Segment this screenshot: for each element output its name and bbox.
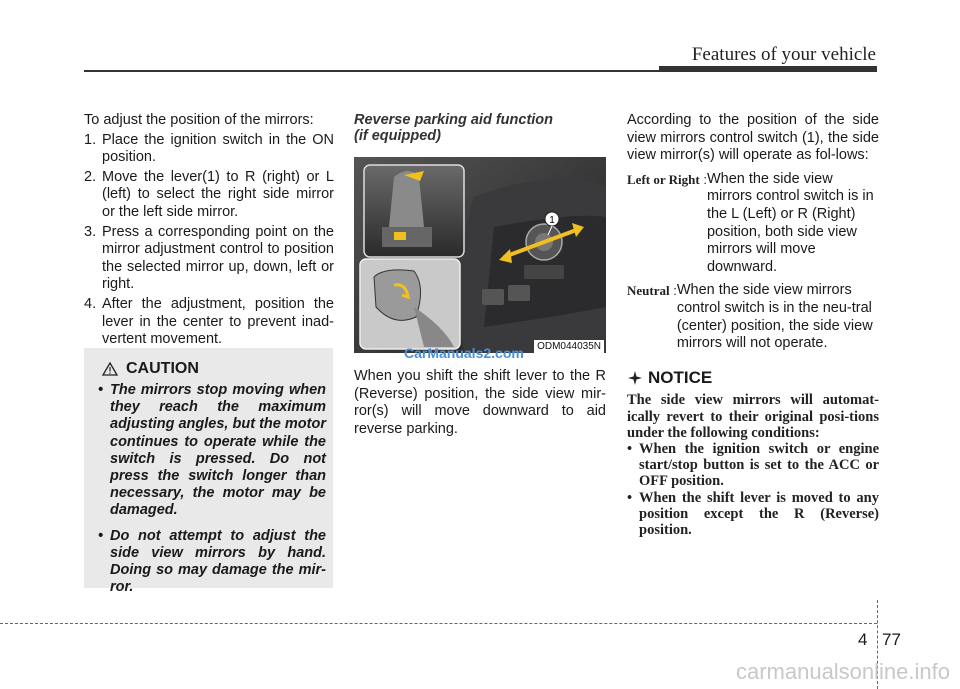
caution-item: • Do not attempt to adjust the side view mirrors by hand. Doing so may damage the mir-ror. <box>98 527 326 596</box>
footer-rule <box>0 623 877 624</box>
notice-title: NOTICE <box>648 367 713 387</box>
chapter-number: 4 <box>858 630 868 649</box>
column-left <box>84 112 334 349</box>
callout-number: 1 <box>549 215 555 226</box>
caution-list <box>98 382 326 604</box>
page-number: 77 <box>882 630 901 649</box>
mode-label: Neutral : <box>627 283 677 299</box>
mode-description: When the side view mirrors control switch is in the L (Left) or R (Right) position, both side view mirrors will move downward. <box>706 170 874 275</box>
mirror-control-figure <box>354 157 606 353</box>
watermark-text: CarManuals2.com <box>404 345 524 361</box>
modes-intro: According to the position of the side view mirrors control switch (1), the side view mirror(s) will operate as fol-lows: <box>627 112 879 164</box>
bullet-icon: • <box>627 489 633 506</box>
notice-item: • When the shift lever is moved to any position except the R (Reverse) position. <box>627 489 879 538</box>
column-right <box>627 112 879 538</box>
figure-code: ODM044035N <box>534 340 604 353</box>
steps-intro: To adjust the position of the mirrors: <box>84 112 314 128</box>
bullet-icon: • <box>627 440 633 457</box>
notice-item: • When the ignition switch or engine start/stop button is set to the ACC or OFF position. <box>627 440 879 490</box>
notice-heading <box>627 369 879 387</box>
caution-title: CAUTION <box>126 360 199 377</box>
step-item: 2. Move the lever(1) to R (right) or L (left) to select the right side mirror or the left side mirror. <box>84 168 334 220</box>
warning-triangle-icon <box>102 362 118 376</box>
car-interior-illustration <box>354 157 606 353</box>
caution-box <box>84 348 333 596</box>
header-rule-thick <box>659 66 877 72</box>
mode-label: Left or Right : <box>627 171 707 187</box>
page-header-title: Features of your vehicle <box>691 44 876 65</box>
step-item: 3. Press a corresponding point on the mirror adjustment control to position the selected mirror up, down, left or right. <box>84 223 334 293</box>
reverse-parking-description: When you shift the shift lever to the R (Reverse) position, the side view mir-ror(s) will move downward to aid reverse parking. <box>354 368 606 437</box>
mode-description: When the side view mirrors control switch is in the neu-tral (center) position, the side view mirrors will not operate. <box>676 282 873 352</box>
bullet-icon: • <box>98 382 104 398</box>
site-watermark: carmanualsonline.info <box>735 659 950 684</box>
caution-heading <box>102 360 199 378</box>
section-heading: Reverse parking aid function (if equipped) <box>354 112 554 144</box>
notice-star-icon <box>627 370 643 386</box>
notice-body: The side view mirrors will automat-ically revert to their original posi-tions under the following conditions: • When the ignition switch or engine start/stop button is set to the ACC or OFF position. • When the shift lever is moved to any position except the R (Reverse) position. <box>627 392 879 538</box>
column-middle <box>354 112 606 144</box>
header-rule <box>84 70 659 72</box>
caution-item: • The mirrors stop moving when they reach the maximum adjusting angles, but the motor continues to operate while the switch is pressed. Do not press the switch longer than necessary, the motor may be damaged. <box>98 382 326 519</box>
mode-row <box>627 282 879 352</box>
mode-row <box>627 171 879 277</box>
step-item: 1. Place the ignition switch in the ON position. <box>84 131 334 166</box>
step-item: 4. After the adjustment, position the lever in the center to prevent inad-vertent movement. <box>84 295 334 348</box>
bullet-icon: • <box>98 527 104 544</box>
